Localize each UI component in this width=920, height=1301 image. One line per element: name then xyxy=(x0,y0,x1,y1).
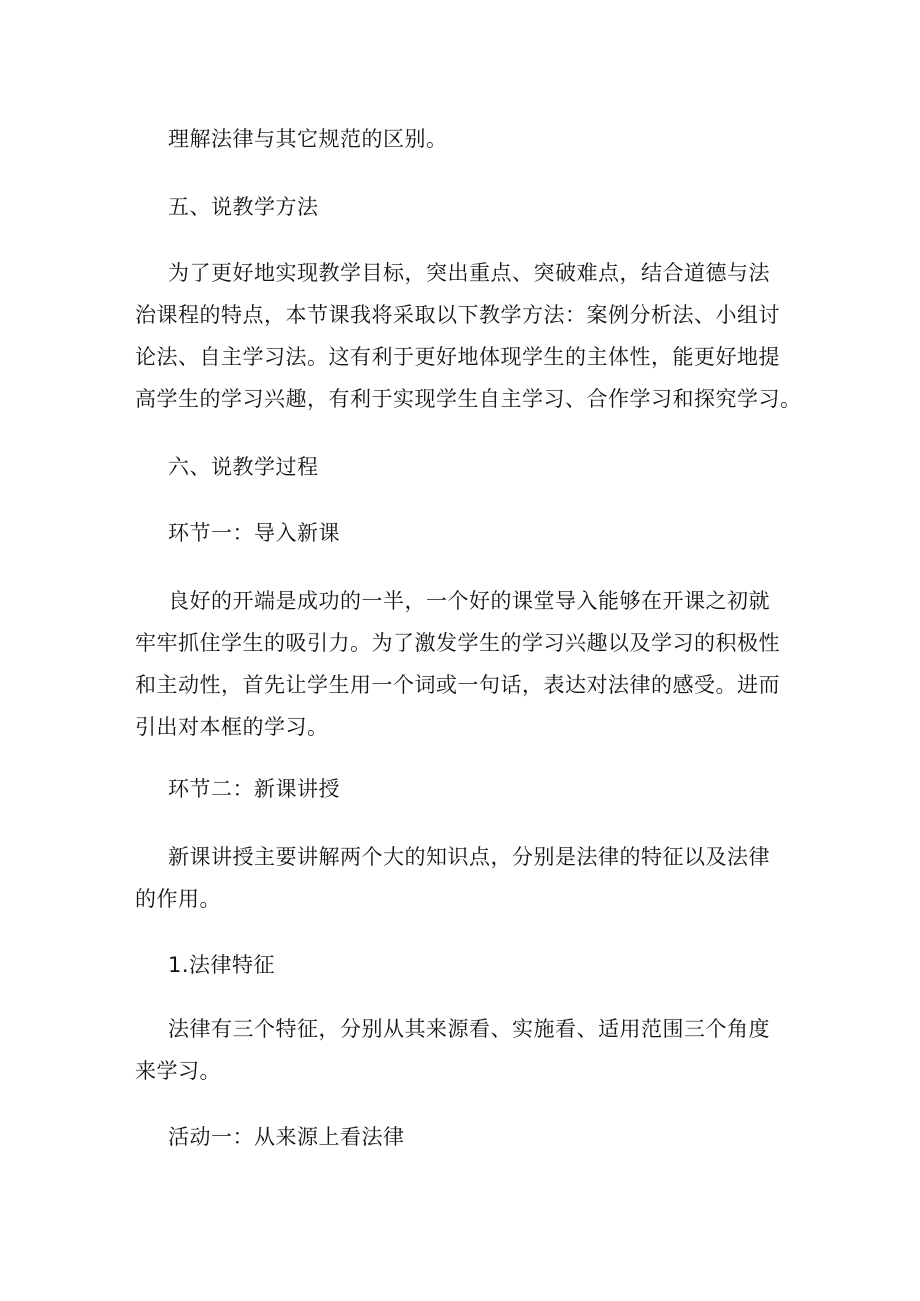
stage-heading: 环节一：导入新课 xyxy=(168,521,340,545)
paragraph-line: 良好的开端是成功的一半，一个好的课堂导入能够在开课之初就 xyxy=(168,589,770,613)
paragraph-line: 引出对本框的学习。 xyxy=(135,715,329,739)
subsection-heading: 1.法律特征 xyxy=(168,953,276,977)
paragraph-line: 为了更好地实现教学目标，突出重点、突破难点，结合道德与法 xyxy=(168,261,770,285)
paragraph-line: 的作用。 xyxy=(135,887,221,911)
paragraph-line: 论法、自主学习法。这有利于更好地体现学生的主体性，能更好地提 xyxy=(135,345,780,369)
paragraph-line: 牢牢抓住学生的吸引力。为了激发学生的学习兴趣以及学习的积极性 xyxy=(135,631,780,655)
paragraph-line: 新课讲授主要讲解两个大的知识点，分别是法律的特征以及法律 xyxy=(168,845,770,869)
paragraph-line: 来学习。 xyxy=(135,1059,221,1083)
paragraph-line: 治课程的特点，本节课我将采取以下教学方法：案例分析法、小组讨 xyxy=(135,303,780,327)
activity-heading: 活动一：从来源上看法律 xyxy=(168,1125,405,1149)
section-heading: 五、说教学方法 xyxy=(168,195,319,219)
stage-heading: 环节二：新课讲授 xyxy=(168,777,340,801)
paragraph-line: 高学生的学习兴趣，有利于实现学生自主学习、合作学习和探究学习。 xyxy=(135,387,802,411)
paragraph-line: 法律有三个特征，分别从其来源看、实施看、适用范围三个角度 xyxy=(168,1017,770,1041)
paragraph-line: 理解法律与其它规范的区别。 xyxy=(168,127,448,151)
paragraph-line: 和主动性，首先让学生用一个词或一句话，表达对法律的感受。进而 xyxy=(135,673,780,697)
section-heading: 六、说教学过程 xyxy=(168,455,319,479)
